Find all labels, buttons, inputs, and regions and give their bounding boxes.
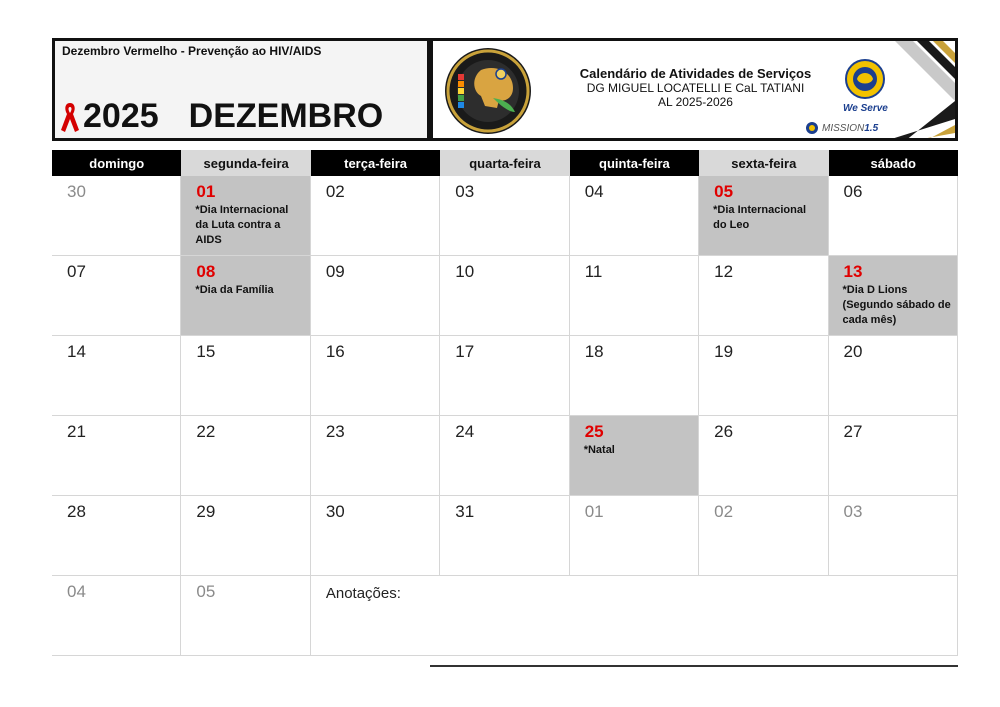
day-number: 29 bbox=[196, 502, 216, 521]
day-number: 07 bbox=[67, 262, 86, 281]
day-number: 12 bbox=[714, 262, 734, 281]
day-number: 02 bbox=[714, 502, 734, 521]
mission-prefix: MISSION bbox=[822, 122, 865, 134]
day-number: 03 bbox=[843, 502, 863, 521]
header-campaign-box bbox=[52, 38, 430, 141]
header-branding-box bbox=[430, 38, 958, 141]
day-cell[interactable] bbox=[440, 336, 569, 416]
campaign-title: Dezembro Vermelho - Prevenção ao HIV/AIDS bbox=[62, 44, 322, 58]
month-title-row bbox=[59, 99, 383, 133]
notes-label: Anotações: bbox=[325, 585, 401, 602]
day-number: 04 bbox=[584, 182, 604, 201]
day-cell[interactable] bbox=[311, 176, 440, 256]
day-event: *Dia Internacional do Leo bbox=[713, 204, 807, 231]
day-number: 27 bbox=[843, 422, 863, 441]
day-event: *Dia D Lions (Segundo sábado de cada mês) bbox=[842, 284, 951, 326]
day-number: 10 bbox=[455, 262, 475, 281]
weekday-5: sexta-feira bbox=[699, 150, 828, 176]
calendar-year: 2025 bbox=[83, 97, 159, 135]
day-number: 19 bbox=[714, 342, 734, 361]
weekday-4: quinta-feira bbox=[570, 150, 699, 176]
district-seal-icon bbox=[441, 46, 536, 136]
day-number: 14 bbox=[67, 342, 86, 361]
day-number: 08 bbox=[196, 262, 216, 281]
day-cell[interactable] bbox=[829, 176, 958, 256]
day-cell[interactable] bbox=[181, 176, 310, 256]
day-cell[interactable] bbox=[570, 256, 699, 336]
day-number: 05 bbox=[714, 182, 734, 201]
decorative-stripes-icon bbox=[865, 41, 955, 141]
day-number: 20 bbox=[843, 342, 863, 361]
calendar-heading bbox=[553, 66, 838, 109]
day-cell[interactable] bbox=[181, 576, 310, 656]
we-serve-slogan: We Serve bbox=[843, 103, 888, 114]
day-number: 17 bbox=[455, 342, 475, 361]
day-number: 01 bbox=[584, 502, 604, 521]
calendar-title: Calendário de Atividades de Serviços bbox=[579, 66, 812, 81]
day-cell[interactable] bbox=[52, 336, 181, 416]
day-cell[interactable] bbox=[440, 416, 569, 496]
calendar-month: DEZEMBRO bbox=[188, 97, 384, 135]
day-number: 09 bbox=[325, 262, 345, 281]
day-cell[interactable] bbox=[181, 416, 310, 496]
day-cell[interactable] bbox=[699, 416, 828, 496]
notes-area[interactable] bbox=[311, 576, 958, 656]
day-number: 18 bbox=[584, 342, 604, 361]
day-number: 02 bbox=[325, 182, 345, 201]
governor-name: DG MIGUEL LOCATELLI E CaL TATIANI bbox=[586, 81, 805, 95]
day-cell[interactable] bbox=[52, 416, 181, 496]
day-number: 03 bbox=[455, 182, 475, 201]
week-row bbox=[52, 176, 958, 256]
day-number: 21 bbox=[67, 422, 86, 441]
day-number: 11 bbox=[584, 262, 603, 281]
day-number: 15 bbox=[196, 342, 216, 361]
day-number: 22 bbox=[196, 422, 216, 441]
weekday-3: quarta-feira bbox=[440, 150, 569, 176]
day-cell[interactable] bbox=[311, 416, 440, 496]
weekday-header bbox=[52, 150, 958, 176]
red-ribbon-icon bbox=[59, 101, 81, 133]
day-cell[interactable] bbox=[699, 496, 828, 576]
day-cell[interactable] bbox=[699, 256, 828, 336]
day-cell[interactable] bbox=[311, 496, 440, 576]
day-cell[interactable] bbox=[699, 176, 828, 256]
day-cell[interactable] bbox=[699, 336, 828, 416]
day-number: 05 bbox=[196, 582, 216, 601]
day-cell[interactable] bbox=[181, 336, 310, 416]
day-cell[interactable] bbox=[570, 176, 699, 256]
day-event: *Dia Internacional da Luta contra a AIDS bbox=[195, 204, 289, 246]
day-cell[interactable] bbox=[52, 256, 181, 336]
week-row bbox=[52, 336, 958, 416]
day-cell[interactable] bbox=[829, 416, 958, 496]
day-cell[interactable] bbox=[829, 496, 958, 576]
day-number: 04 bbox=[67, 582, 86, 601]
day-number: 25 bbox=[584, 422, 604, 441]
day-cell[interactable] bbox=[570, 496, 699, 576]
day-cell[interactable] bbox=[52, 496, 181, 576]
weekday-2: terça-feira bbox=[311, 150, 440, 176]
calendar-grid bbox=[52, 176, 958, 656]
day-cell[interactable] bbox=[440, 496, 569, 576]
mission-version: 1.5 bbox=[864, 122, 879, 134]
day-number: 31 bbox=[455, 502, 475, 521]
weekday-1: segunda-feira bbox=[181, 150, 310, 176]
day-number: 16 bbox=[325, 342, 345, 361]
day-cell[interactable] bbox=[52, 576, 181, 656]
day-number: 06 bbox=[843, 182, 863, 201]
week-row-notes bbox=[52, 576, 958, 656]
day-number: 13 bbox=[843, 262, 863, 281]
day-number: 24 bbox=[455, 422, 475, 441]
day-cell[interactable] bbox=[311, 256, 440, 336]
day-number: 23 bbox=[325, 422, 345, 441]
day-cell[interactable] bbox=[440, 176, 569, 256]
day-cell[interactable] bbox=[570, 336, 699, 416]
day-cell[interactable] bbox=[181, 496, 310, 576]
day-event: *Natal bbox=[583, 444, 615, 456]
day-number: 01 bbox=[196, 182, 216, 201]
week-row bbox=[52, 416, 958, 496]
signature-line bbox=[430, 665, 958, 667]
day-number: 30 bbox=[67, 182, 86, 201]
week-row bbox=[52, 496, 958, 576]
day-number: 26 bbox=[714, 422, 734, 441]
weekday-6: sábado bbox=[829, 150, 958, 176]
weekday-0: domingo bbox=[52, 150, 181, 176]
day-cell[interactable] bbox=[52, 176, 181, 256]
day-cell[interactable] bbox=[829, 336, 958, 416]
mission-globe-icon bbox=[805, 121, 819, 135]
day-cell[interactable] bbox=[311, 336, 440, 416]
day-cell[interactable] bbox=[440, 256, 569, 336]
week-row bbox=[52, 256, 958, 336]
day-number: 30 bbox=[325, 502, 345, 521]
day-cell[interactable] bbox=[829, 256, 958, 336]
day-number: 28 bbox=[67, 502, 86, 521]
day-cell[interactable] bbox=[570, 416, 699, 496]
day-event: *Dia da Família bbox=[195, 284, 274, 296]
day-cell[interactable] bbox=[181, 256, 310, 336]
lions-year: AL 2025-2026 bbox=[658, 95, 733, 109]
